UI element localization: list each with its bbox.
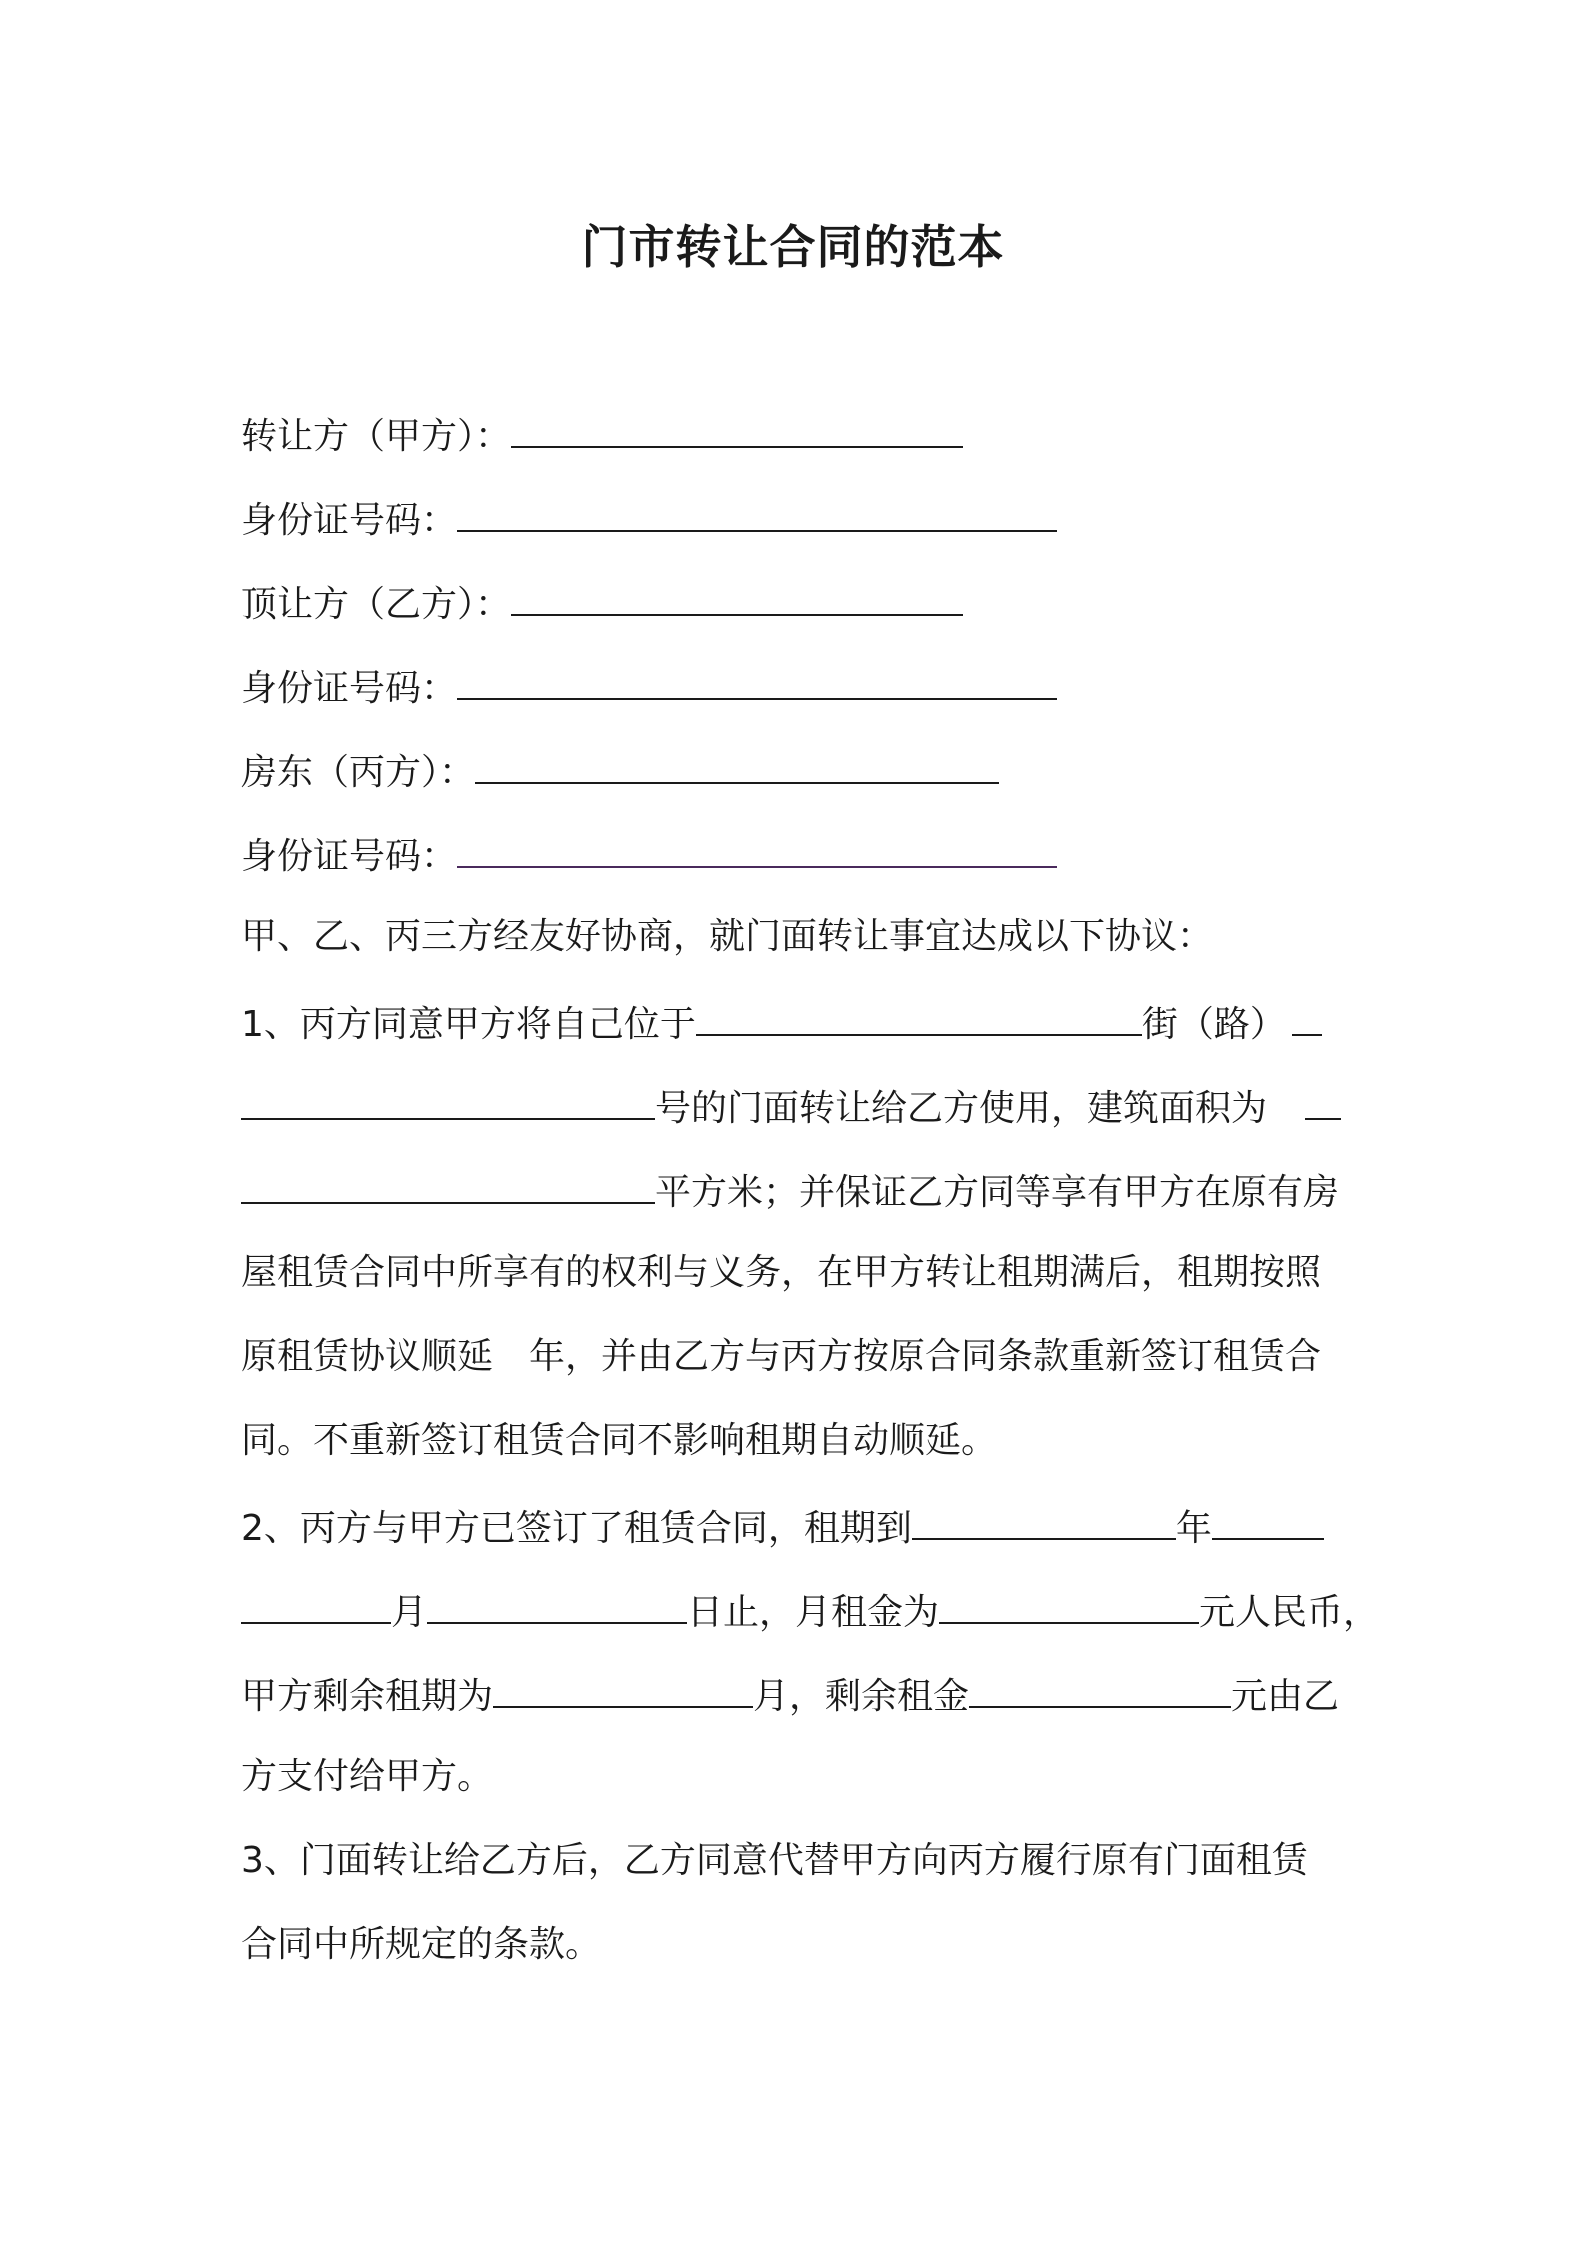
clause2-part7: 月，剩余租金 [753,1676,970,1717]
clause2-part4: 日止，月租金为 [687,1592,940,1633]
transferee-blank[interactable] [511,576,963,616]
clause3-line1: 3、门面转让给乙方后，乙方同意代替甲方向丙方履行原有门面租赁 [241,1840,1308,1881]
clause1-line6: 同。不重新签订租赁合同不影响租期自动顺延。 [241,1420,998,1461]
clause1-part1: 1、丙方同意甲方将自己位于 [241,1004,696,1045]
clause1-line2 [241,1080,1341,1134]
area-blank-b[interactable] [241,1164,655,1204]
transferee-label: 顶让方（乙方）： [241,584,512,625]
clause1-line3 [241,1164,1339,1218]
lease-month-blank-a[interactable] [1212,1500,1324,1540]
id-line-1 [241,492,1057,546]
intro-line: 甲、乙、丙三方经友好协商，就门面转让事宜达成以下协议： [241,916,1214,957]
clause2-part1: 2、丙方与甲方已签订了租赁合同，租期到 [241,1508,912,1549]
id-label-2: 身份证号码： [241,668,458,709]
clause1-line1 [241,996,1322,1050]
clause2-part2: 年 [1175,1508,1212,1549]
monthly-rent-blank[interactable] [939,1584,1199,1624]
clause1-part2: 街（路） [1141,1004,1286,1045]
landlord-blank[interactable] [475,744,999,784]
clause2-line3 [241,1668,1339,1722]
clause2-line4: 方支付给甲方。 [241,1756,494,1797]
street-number-blank-b[interactable] [241,1080,655,1120]
remaining-term-blank[interactable] [493,1668,753,1708]
street-number-blank-a[interactable] [1292,996,1322,1036]
clause2-part3: 月 [391,1592,428,1633]
clause2-line1 [241,1500,1324,1554]
transferor-label: 转让方（甲方）： [241,416,512,457]
document-title: 门市转让合同的范本 [581,220,1005,274]
clause1-line5: 原租赁协议顺延 年，并由乙方与丙方按原合同条款重新签订租赁合 [241,1336,1322,1377]
id-blank-3[interactable] [457,828,1057,868]
clause3-line2: 合同中所规定的条款。 [241,1924,602,1965]
clause1-part3: 号的门面转让给乙方使用，建筑面积为 [655,1088,1268,1129]
lease-month-blank-b[interactable] [241,1584,391,1624]
id-blank-2[interactable] [457,660,1057,700]
clause2-line2 [241,1584,1379,1638]
clause1-line4: 屋租赁合同中所享有的权利与义务，在甲方转让租期满后，租期按照 [241,1252,1322,1293]
lease-year-blank[interactable] [912,1500,1176,1540]
transferor-blank[interactable] [511,408,963,448]
clause2-part8: 元由乙 [1231,1676,1340,1717]
remaining-rent-blank[interactable] [969,1668,1231,1708]
id-label-3: 身份证号码： [241,836,458,877]
landlord-line [241,744,999,798]
transferee-line [241,576,963,630]
clause2-part6: 甲方剩余租期为 [241,1676,494,1717]
landlord-label: 房东（丙方）： [241,752,476,793]
id-blank-1[interactable] [457,492,1057,532]
street-blank[interactable] [696,996,1142,1036]
area-blank-a[interactable] [1305,1080,1341,1120]
clause1-part4: 平方米；并保证乙方同等享有甲方在原有房 [655,1172,1340,1213]
lease-day-blank[interactable] [427,1584,687,1624]
transferor-line [241,408,963,462]
id-line-2 [241,660,1057,714]
id-label-1: 身份证号码： [241,500,458,541]
clause2-part5: 元人民币， [1199,1592,1380,1633]
id-line-3 [241,828,1057,882]
